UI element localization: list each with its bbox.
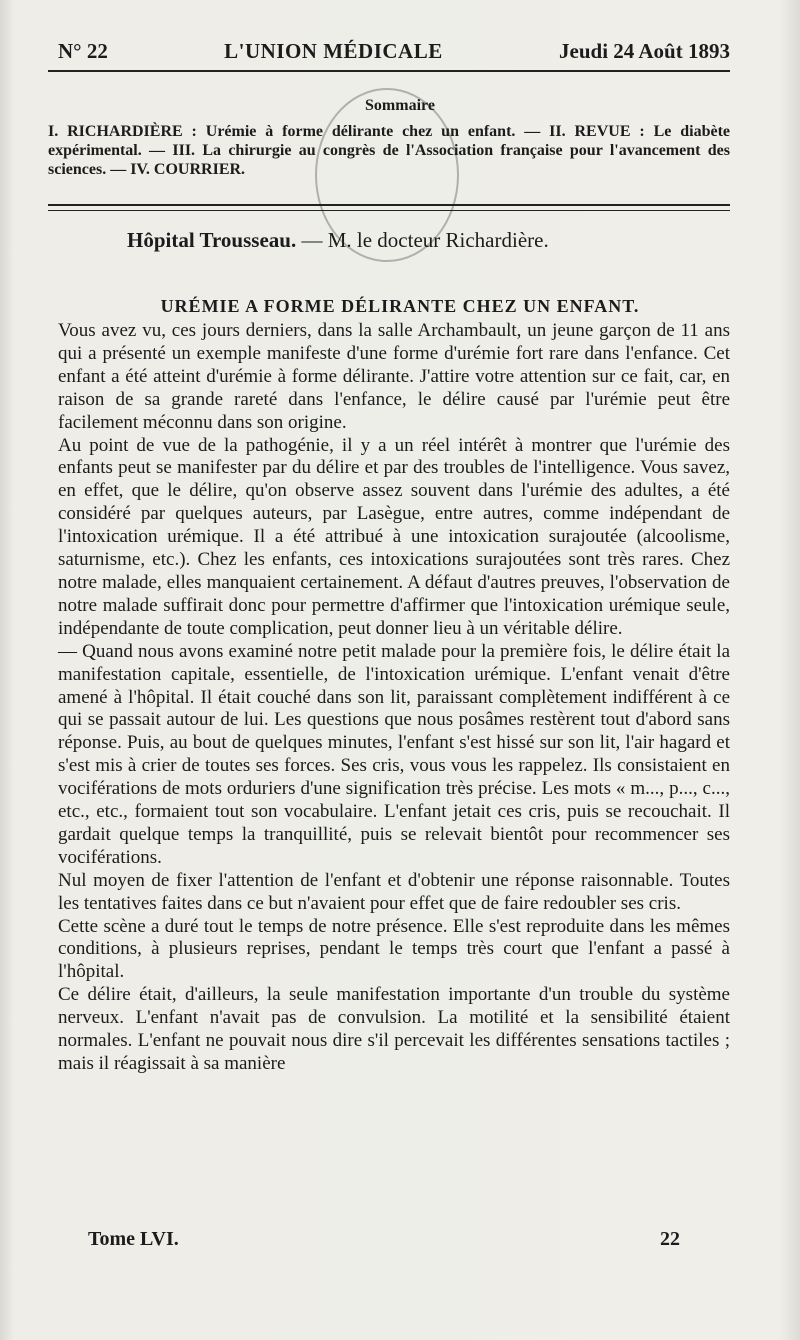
sommaire-text: I. RICHARDIÈRE : Urémie à forme délirante chez un enfant. — II. REVUE : Le diabète expérimental. — III. La chirurgie au congrès de l'Association française pour l'avancement des sciences. — IV. COURRIER. bbox=[48, 123, 730, 178]
hospital-line bbox=[127, 228, 549, 253]
paragraph: — Quand nous avons examiné notre petit malade pour la première fois, le délire était la manifestation capitale, essentielle, de l'intoxication urémique. L'enfant venait d'être amené à l'hôpital. Il était couché dans son lit, paraissant complètement indifférent à ce qui se passait autour de lui. Les questions que nous posâmes restèrent tout d'abord sans réponse. Puis, au bout de quelques minutes, l'enfant s'est hissé sur son lit, l'air hagard et s'est mis à crier de toutes ses forces. Ses cris, vous vous les rappelez. Ils consistaient en vociférations de mots orduriers d'une signification très précise. Les mots « m..., p..., c..., etc., etc., formaient tout son vocabulaire. L'enfant jetait ces cris, puis se recouchait. Il gardait quelque temps la tranquillité, puis se relevait bientôt pour recommencer ses vociférations. bbox=[58, 640, 730, 868]
paragraph: Vous avez vu, ces jours derniers, dans la salle Archambault, un jeune garçon de 11 ans qui a présenté un exemple manifeste d'une forme d'urémie fort rare dans l'enfance. Cet enfant a été atteint d'urémie à forme délirante. J'attire votre attention sur ce fait, car, en raison de sa grande rareté dans l'enfance, le délire causé par l'urémie peut être facilement méconnu dans son origine. bbox=[58, 320, 730, 433]
header-rule bbox=[48, 70, 730, 72]
article-title: URÉMIE A FORME DÉLIRANTE CHEZ UN ENFANT. bbox=[160, 296, 640, 316]
issue-number: N° 22 bbox=[58, 38, 108, 63]
paragraph: Cette scène a duré tout le temps de notre présence. Elle s'est reproduite dans les mêmes conditions, à plusieurs reprises, pendant le temps très court que l'enfant a passé à l'hôpital. bbox=[58, 915, 730, 983]
sommaire-heading: Sommaire bbox=[365, 97, 435, 114]
sommaire-rule-top bbox=[48, 204, 730, 206]
doctor-name: M. le docteur Richardière. bbox=[327, 228, 549, 252]
article-body bbox=[58, 320, 730, 1076]
page-number: 22 bbox=[660, 1228, 680, 1250]
page-footer bbox=[88, 1228, 680, 1251]
journal-title: L'UNION MÉDICALE bbox=[224, 38, 443, 63]
hospital-name: Hôpital Trousseau. bbox=[127, 228, 297, 252]
tome-label: Tome LVI. bbox=[88, 1228, 179, 1250]
paragraph: Nul moyen de fixer l'attention de l'enfant et d'obtenir une réponse raisonnable. Toutes les tentatives faites dans ce but n'avaient pour effet que de faire redoubler ses cris. bbox=[58, 869, 730, 914]
paragraph: Au point de vue de la pathogénie, il y a un réel intérêt à montrer que l'urémie des enfants peut se manifester par du délire et par des troubles de l'intelligence. Vous savez, en effet, que le délire, qu'on observe assez souvent dans l'urémie des adultes, a été considéré par quelques auteurs, par Lasègue, entre autres, comme indépendant de l'intoxication urémique. Il a été attribué à une intoxication surajoutée (alcoolisme, saturnisme, etc.). Chez les enfants, ces intoxications surajoutées sont très rares. Chez notre malade, elles manquaient certainement. A défaut d'autres preuves, l'observation de notre malade suffirait donc pour permettre d'affirmer que l'intoxication urémique seule, indépendante de toute complication, peut donner lieu à un véritable délire. bbox=[58, 434, 730, 639]
page-header bbox=[58, 34, 730, 68]
sommaire-rule-bottom bbox=[48, 210, 730, 211]
paragraph: Ce délire était, d'ailleurs, la seule manifestation importante d'un trouble du système nerveux. L'enfant n'avait pas de convulsion. La motilité et la sensibilité étaient normales. L'enfant ne pouvait nous dire s'il percevait les différentes sensations tactiles ; mais il réagissait à sa manière bbox=[58, 984, 730, 1074]
issue-date: Jeudi 24 Août 1893 bbox=[559, 38, 730, 63]
hospital-separator: — bbox=[301, 228, 323, 252]
